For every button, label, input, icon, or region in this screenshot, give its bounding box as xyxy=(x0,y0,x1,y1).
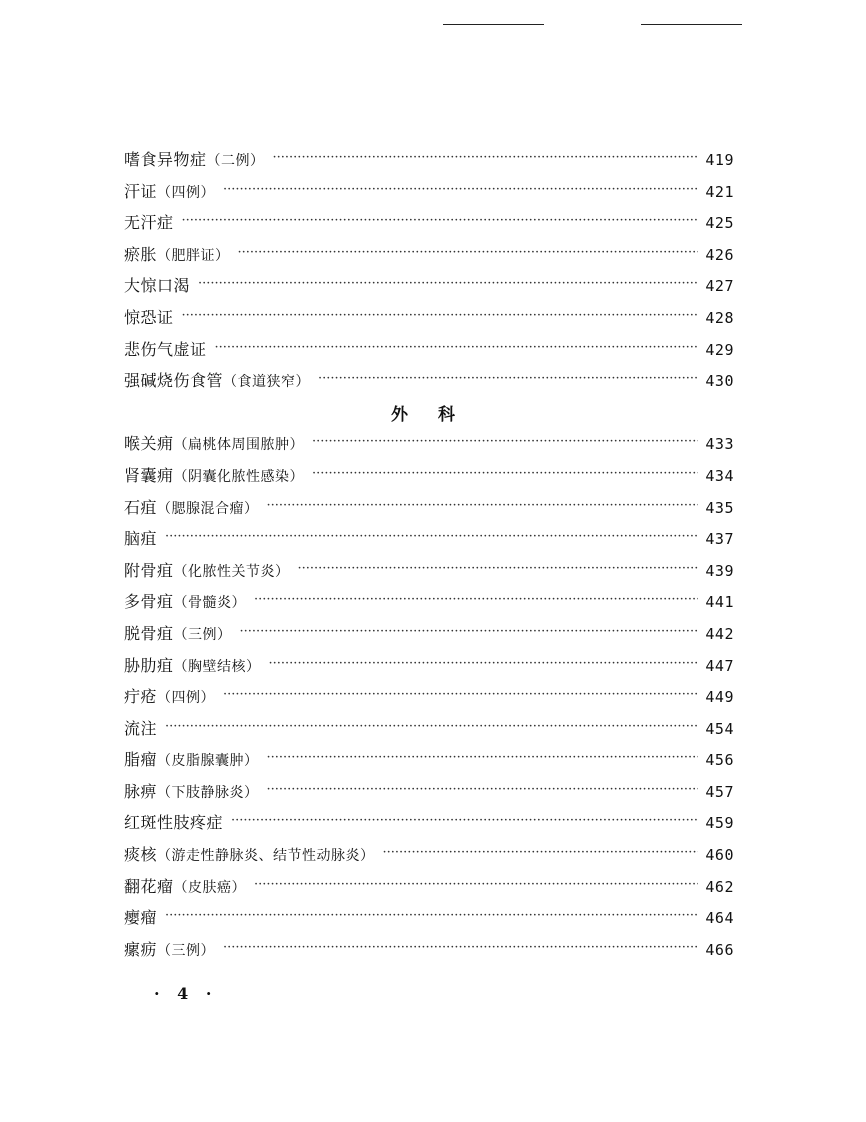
toc-entry-page: 442 xyxy=(705,624,734,643)
toc-entry xyxy=(124,779,734,811)
toc-entry-title xyxy=(124,526,157,549)
toc-entry xyxy=(124,273,734,305)
toc-entry-title xyxy=(124,779,259,802)
toc-entry-main-title: 汗证 xyxy=(124,181,158,201)
toc-entry xyxy=(124,558,734,590)
toc-entry-subtitle: （三例） xyxy=(173,626,232,643)
toc-entry-page: 433 xyxy=(705,435,734,454)
toc-entry xyxy=(124,147,734,179)
toc-entry xyxy=(124,463,734,495)
toc-entry-subtitle: （二例） xyxy=(206,153,265,169)
toc-entry-main-title: 翻花瘤 xyxy=(124,876,174,896)
dot-leader xyxy=(223,939,698,955)
toc-entry-page: 464 xyxy=(705,909,734,928)
toc-entry xyxy=(124,937,734,969)
toc-entry-main-title: 多骨疽 xyxy=(124,592,174,612)
toc-entry-title xyxy=(124,621,232,644)
toc-entry-page: 456 xyxy=(705,751,734,770)
toc-entry-title xyxy=(124,179,215,202)
toc-entry-title xyxy=(124,463,304,486)
toc-entry-main-title: 脉痹 xyxy=(124,781,158,801)
dot-leader xyxy=(198,275,698,291)
toc-entry-title xyxy=(124,368,310,391)
dot-leader xyxy=(254,591,698,607)
toc-entry xyxy=(124,747,734,779)
toc-entry-page: 428 xyxy=(705,308,734,327)
toc-entry xyxy=(124,716,734,748)
toc-entry-subtitle: （四例） xyxy=(157,184,216,201)
toc-entry-page: 449 xyxy=(705,688,734,707)
toc-entry-subtitle: （游走性静脉炎、结节性动脉炎） xyxy=(157,848,375,865)
toc-entry-subtitle: （阴囊化脓性感染） xyxy=(173,468,305,485)
toc-entry-page: 419 xyxy=(705,151,734,169)
dot-leader xyxy=(383,844,698,860)
toc-entry-title xyxy=(124,874,246,897)
toc-entry-title xyxy=(124,495,259,518)
dot-leader xyxy=(318,370,698,386)
toc-entry-main-title: 红斑性肢疼症 xyxy=(124,813,224,833)
toc-entry-main-title: 石疽 xyxy=(124,497,158,517)
dot-leader xyxy=(231,812,698,828)
toc-entry-page: 441 xyxy=(705,593,734,612)
dot-leader xyxy=(240,623,698,639)
toc-entry-main-title: 胁肋疽 xyxy=(124,655,174,675)
toc-entry xyxy=(124,874,734,906)
dot-leader xyxy=(238,244,698,260)
dot-leader xyxy=(298,560,698,576)
toc-entry xyxy=(124,905,734,937)
toc-entry xyxy=(124,337,734,369)
toc-entry-title xyxy=(124,305,174,328)
section-heading-surgery: 外科 xyxy=(391,404,485,425)
dot-leader xyxy=(165,528,698,544)
toc-entry-subtitle: （皮脂腺囊肿） xyxy=(157,753,259,770)
toc-entry xyxy=(124,684,734,716)
header-rule-right xyxy=(641,24,742,25)
toc-entry-title xyxy=(124,273,190,296)
toc-entry-page: 437 xyxy=(705,530,734,549)
toc-entry-subtitle: （下肢静脉炎） xyxy=(157,784,259,801)
toc-entry-subtitle: （皮肤癌） xyxy=(173,879,247,896)
dot-leader xyxy=(165,907,698,923)
toc-entry-main-title: 喉关痈 xyxy=(124,434,174,454)
toc-entry xyxy=(124,526,734,558)
toc-entry-title xyxy=(124,653,261,676)
toc-entry-main-title: 大惊口渴 xyxy=(124,276,191,296)
toc-entry-subtitle: （四例） xyxy=(157,690,216,707)
toc-entry-page: 454 xyxy=(705,719,734,738)
dot-leader xyxy=(165,718,698,734)
toc-entry-page: 430 xyxy=(705,372,734,391)
toc-entry-page: 435 xyxy=(705,498,734,517)
toc-entry-subtitle: （腮腺混合瘤） xyxy=(157,500,259,517)
toc-entry-main-title: 瘀胀 xyxy=(124,244,158,264)
toc-entry xyxy=(124,210,734,242)
toc-entry-title xyxy=(124,905,157,928)
toc-entry-page: 466 xyxy=(705,940,734,959)
toc-entry xyxy=(124,495,734,527)
table-of-contents xyxy=(124,147,734,968)
toc-entry-title xyxy=(124,558,290,581)
toc-entry-page: 460 xyxy=(705,846,734,865)
toc-entry-page: 447 xyxy=(705,656,734,675)
dot-leader xyxy=(215,339,698,355)
toc-entry-main-title: 瘰疬 xyxy=(124,939,158,959)
toc-entry-main-title: 肾囊痈 xyxy=(124,465,174,485)
toc-entry-title xyxy=(124,684,215,707)
dot-leader xyxy=(273,149,698,165)
toc-entry-page: 434 xyxy=(705,466,734,485)
dot-leader xyxy=(267,497,698,513)
toc-entry-title xyxy=(124,431,304,454)
toc-group-surgery xyxy=(124,431,734,968)
toc-entry-main-title: 强碱烧伤食管 xyxy=(124,371,224,391)
dot-leader xyxy=(182,307,698,323)
toc-entry-title xyxy=(124,716,157,739)
dot-leader xyxy=(182,212,698,228)
toc-entry-subtitle: （肥胖证） xyxy=(157,247,230,264)
toc-entry-main-title: 瘿瘤 xyxy=(124,908,158,928)
dot-leader xyxy=(254,876,698,892)
toc-entry-page: 427 xyxy=(705,277,734,296)
toc-entry-main-title: 附骨疽 xyxy=(124,560,174,580)
toc-entry xyxy=(124,589,734,621)
toc-entry-page: 462 xyxy=(705,877,734,896)
dot-leader xyxy=(223,181,698,197)
toc-entry-main-title: 惊恐证 xyxy=(124,307,174,327)
toc-entry-title xyxy=(124,937,215,960)
toc-entry-main-title: 嗜食异物症 xyxy=(124,150,207,169)
toc-entry xyxy=(124,810,734,842)
toc-entry-subtitle: （胸壁结核） xyxy=(173,658,261,675)
toc-entry-subtitle: （扁桃体周围脓肿） xyxy=(173,437,305,454)
toc-entry-page: 439 xyxy=(705,561,734,580)
toc-entry-title xyxy=(124,810,223,833)
header-rule-left xyxy=(443,24,544,25)
toc-entry-subtitle: （化脓性关节炎） xyxy=(173,563,290,580)
toc-entry-page: 459 xyxy=(705,814,734,833)
toc-entry-main-title: 悲伤气虚证 xyxy=(124,339,207,359)
dot-leader xyxy=(267,781,698,797)
toc-entry xyxy=(124,305,734,337)
toc-entry-page: 429 xyxy=(705,340,734,359)
dot-leader xyxy=(312,465,698,481)
toc-entry-title xyxy=(124,589,246,612)
toc-entry-page: 421 xyxy=(705,182,734,201)
toc-entry-main-title: 脱骨疽 xyxy=(124,623,174,643)
toc-entry-main-title: 流注 xyxy=(124,718,158,738)
toc-entry-page: 457 xyxy=(705,782,734,801)
toc-entry-subtitle: （食道狭窄） xyxy=(223,374,311,391)
dot-leader xyxy=(312,433,698,449)
toc-entry xyxy=(124,368,734,400)
toc-entry-main-title: 疔疮 xyxy=(124,687,158,707)
toc-entry xyxy=(124,179,734,211)
toc-entry xyxy=(124,842,734,874)
toc-entry-title xyxy=(124,747,259,770)
toc-entry xyxy=(124,653,734,685)
toc-entry-main-title: 无汗症 xyxy=(124,213,174,233)
toc-entry-main-title: 脑疽 xyxy=(124,529,158,549)
toc-entry-page: 425 xyxy=(705,214,734,233)
toc-entry-subtitle: （骨髓炎） xyxy=(173,595,247,612)
toc-entry-main-title: 痰核 xyxy=(124,845,158,865)
toc-entry xyxy=(124,431,734,463)
dot-leader xyxy=(267,749,698,765)
toc-group-before xyxy=(124,147,734,400)
toc-entry-page: 426 xyxy=(705,245,734,264)
toc-entry-title xyxy=(124,842,375,865)
dot-leader xyxy=(223,686,698,702)
toc-entry-subtitle: （三例） xyxy=(157,942,216,959)
toc-entry-main-title: 脂瘤 xyxy=(124,750,158,770)
toc-entry-title xyxy=(124,337,207,360)
dot-leader xyxy=(269,655,698,671)
toc-entry xyxy=(124,242,734,274)
toc-entry-title xyxy=(124,210,174,233)
toc-entry-title xyxy=(124,242,230,265)
page-number: · 4 · xyxy=(154,984,218,1003)
toc-entry-title xyxy=(124,147,265,170)
toc-entry xyxy=(124,621,734,653)
